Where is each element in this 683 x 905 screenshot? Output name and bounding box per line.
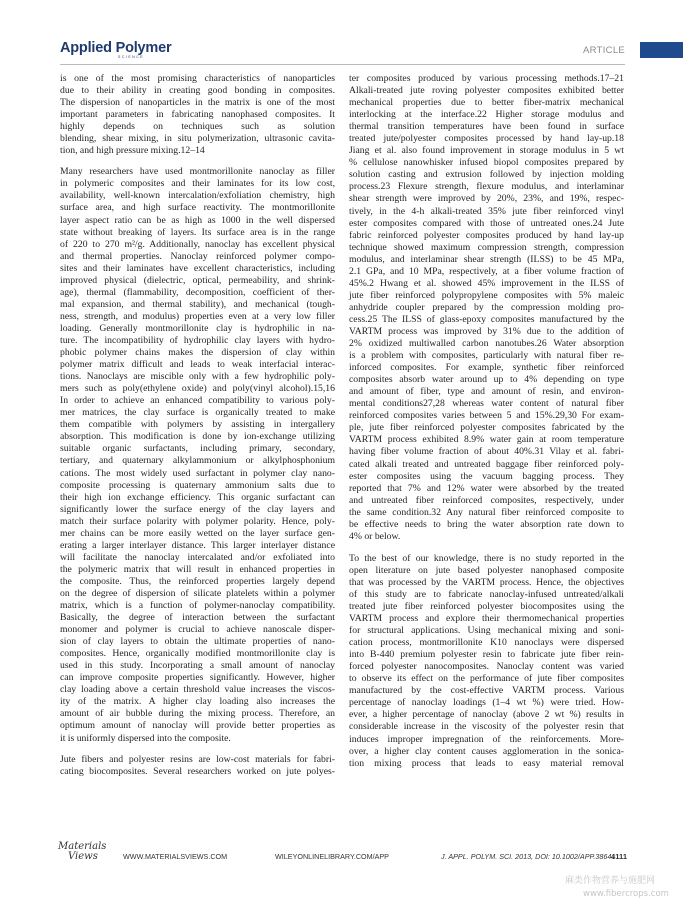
text-line: composites. Hence, organically modified montmorillonite clay is <box>60 648 335 660</box>
text-line: shear strength were improved by 20%, 23%, and 19%, respec- <box>349 193 624 205</box>
page-number: 4111 <box>611 852 628 861</box>
text-line: on the degree of dispersion of silicate platelets within a polymer <box>60 587 335 599</box>
text-line: suitable organic surfactants, including primary, secondary, <box>60 443 335 455</box>
right-column <box>349 73 624 770</box>
text-line: monomer and polymer is crucial to achieve nanoscale disper- <box>60 624 335 636</box>
left-column <box>60 73 335 778</box>
text-line: percentage of nanoclay loadings (1–4 wt %) were tried. How- <box>349 697 624 709</box>
text-line: is a problem with composites, particularly with natural fiber re- <box>349 350 624 362</box>
text-line: solution casting and extrusion followed by injection molding <box>349 169 624 181</box>
text-line: ter composites produced by various processing methods.17–21 <box>349 73 624 84</box>
text-line: match their surface polarity with polymer polarity. Hence, poly- <box>60 515 335 527</box>
text-line: and untreated fiber reinforced composites, respectively, under <box>349 494 624 506</box>
text-line: it is uniformly dispersed into the composite. <box>60 732 231 744</box>
footer-url-materialsviews[interactable]: WWW.MATERIALSVIEWS.COM <box>123 852 228 861</box>
text-line: process.23 Flexure strength, flexure modulus, and interlaminar <box>349 181 624 193</box>
text-line: of this study are to fabricate nanoclay-infused untreated/alkali <box>349 588 624 600</box>
text-line: sion of clay layers to obtain the ultimate properties of nano- <box>60 636 335 648</box>
text-line: ity of the matrix. A higher clay loading also increases the <box>60 696 335 708</box>
text-line: reinforced composites varies between 5 and 15%.29,30 For exam- <box>349 410 624 422</box>
text-line: Alkali-treated jute roving polyester composites exhibited better <box>349 85 624 97</box>
text-line: improved physical (dielectric, optical, permeability, and shrink- <box>60 274 335 286</box>
text-line: clay loading above a certain threshold value increases the viscos- <box>60 684 335 696</box>
text-line: fabric reinforced polyester composites produced by hand lay-up <box>349 229 624 241</box>
text-line: ester composites using the vacuum bagging process. They <box>349 470 624 482</box>
text-line: treated jute fiber reinforced polyester biocomposites using the <box>349 601 624 613</box>
text-line: used in this study. Incorporating a small amount of nanoclay <box>60 660 335 672</box>
text-line: interlocking at the interface.22 Higher storage modulus and <box>349 109 624 121</box>
text-line: VARTM process and explore their thermomechanical properties <box>349 613 624 625</box>
header-rule <box>60 64 625 65</box>
paragraph <box>349 553 624 770</box>
text-line: mental conditions27,28 whereas water content of natural fiber <box>349 398 624 410</box>
text-line: erating a larger interlayer distance. This larger interlayer distance <box>60 539 335 551</box>
journal-logo-subtitle: SCIENCE <box>118 55 145 59</box>
text-line: thermal transition temperatures have been found in surface <box>349 121 624 133</box>
text-line: 2% oxidized multiwalled carbon nanotubes.26 Water absorption <box>349 338 624 350</box>
text-line: highly depends on techniques such as solution <box>60 121 335 133</box>
text-line: mechanical properties due to better fiber-matrix mechanical <box>349 97 624 109</box>
text-line: into B-440 premium polyester resin to fabricate jute fiber rein- <box>349 649 624 661</box>
text-line: cating biocomposites. Several researchers worked on jute polyes- <box>60 765 335 777</box>
text-line: reported that 7% and 12% water were absorbed by the treated <box>349 482 624 494</box>
text-line: that was processed by the VARTM process. Hence, the objectives <box>349 576 624 588</box>
paragraph <box>60 166 335 744</box>
text-line: absorption. This modification is done by ion-exchange utilizing <box>60 431 335 443</box>
text-line: in polymeric composites and their laminates for its low cost, <box>60 178 335 190</box>
text-line: mer matrices, the clay surface is organically treated to make <box>60 407 335 419</box>
text-line: induces improper impregnation of the reinforcements. More- <box>349 733 624 745</box>
text-line: jute fiber reinforced polypropylene composites with 5% maleic <box>349 289 624 301</box>
text-line: can improve composite properties significantly. However, higher <box>60 672 335 684</box>
text-line: blending, shear mixing, in situ polymerization, ultrasonic cavita- <box>60 133 335 145</box>
text-line: ple, jute fiber reinforced polyester composites fabricated by the <box>349 422 624 434</box>
text-line: Jiang et al. also found improvement in storage modulus in 5 wt <box>349 145 624 157</box>
text-line: them compatible with polymers by assisting in intergallery <box>60 419 335 431</box>
text-line: mal expansion, and thermal stability), and mechanical (tough- <box>60 298 335 310</box>
text-line: to observe its effect on the performance of jute fiber composites <box>349 673 624 685</box>
text-line: cations. The most widely used surfactant in polymer clay nano- <box>60 467 335 479</box>
footer-citation: J. APPL. POLYM. SCI. 2013, DOI: 10.1002/APP.38641 <box>441 852 616 861</box>
text-line: the same condition.32 Any natural fiber reinforced composite to <box>349 506 624 518</box>
text-line: tion mixing process that leads to easy material removal <box>349 757 624 769</box>
text-line: polymer matrix difficult and leads to weak interfacial interac- <box>60 359 335 371</box>
text-line: 2.1 GPa, and 10 MPa, respectively, at a fiber volume fraction of <box>349 265 624 277</box>
section-color-bar <box>640 42 683 58</box>
text-line: technique showed maximum compression strength, compression <box>349 241 624 253</box>
text-line: significantly lower the surface energy of the clay layers and <box>60 503 335 515</box>
logo-line-2: Views <box>68 851 98 862</box>
journal-logo: Applied Polymer <box>60 40 172 56</box>
text-line: over, a higher clay content causes agglomeration in the sonica- <box>349 745 624 757</box>
text-line: considerable increase in the viscosity of the polyester resin that <box>349 721 624 733</box>
text-line: cated alkali treated and untreated baggage fiber reinforced poly- <box>349 458 624 470</box>
text-line: Basically, the degree of interaction between the surfactant <box>60 612 335 624</box>
section-label: ARTICLE <box>583 45 626 56</box>
text-line: ever, a higher percentage of nanoclay (above 2 wt %) results in <box>349 709 624 721</box>
text-line: optimum amount of nanoclay will provide better properties as <box>60 720 335 732</box>
text-line: 45%.2 Hwang et al. showed 45% improvement in the ILSS of <box>349 277 624 289</box>
text-line: availability, well-known intercalation/exfoliation chemistry, high <box>60 190 335 202</box>
text-line: tions. Nanoclays are miscible only with a few hydrophilic poly- <box>60 371 335 383</box>
text-line: ture. The incompatibility of hydrophilic clay layers with hydro- <box>60 334 335 346</box>
text-line: having fiber volume fraction of about 40%.31 Vilay et al. fabri- <box>349 446 624 458</box>
text-line: be effective needs to bring the water absorption rate down to <box>349 518 624 530</box>
text-line: % cellulose nanowhisker infused biopol composites prepared by <box>349 157 624 169</box>
text-line: the polymeric matrix that will result in enhanced properties in <box>60 563 335 575</box>
text-line: and thermal properties. Nanoclay reinforced polymer compo- <box>60 250 335 262</box>
text-line: Many researchers have used montmorillonite nanoclay as filler <box>60 166 335 178</box>
text-line: VARTM process exhibited 8.9% water gain at room temperature <box>349 434 624 446</box>
text-line: loading. Generally montmorillonite clay is hydrophilic in na- <box>60 322 335 334</box>
text-line: state without breaking of layers. Its surface area is in the range <box>60 226 335 238</box>
text-line: and amount of fiber, type and amount of resin, and environ- <box>349 386 624 398</box>
text-line: In order to achieve an enhanced compatibility to various poly- <box>60 395 335 407</box>
text-line: cation process, montmorillonite K10 nanoclays were dispersed <box>349 637 624 649</box>
text-line: will facilitate the nanoclay intercalated and/or exfoliated into <box>60 551 335 563</box>
text-line: Jute fibers and polyester resins are low-cost materials for fabri- <box>60 753 335 765</box>
text-line: forced polyester nanocomposites. Nanoclay content was varied <box>349 661 624 673</box>
watermark-url: www.fibercrops.com <box>583 889 669 899</box>
text-line: the composite. Thus, the reinforced properties largely depend <box>60 575 335 587</box>
text-line: inforced composites. For example, synthetic fiber reinforced <box>349 362 624 374</box>
text-line: tion, and high pressure mixing.12–14 <box>60 145 205 157</box>
text-line: amount of air bubble during the mixing process. Therefore, an <box>60 708 335 720</box>
text-line: tively, in the 4-h alkali-treated 35% jute fiber reinforced vinyl <box>349 205 624 217</box>
text-line: modulus, and interlaminar shear strength (ILSS) to be 45 MPa, <box>349 253 624 265</box>
text-line: their high ion exchange efficiency. This organic surfactant can <box>60 491 335 503</box>
text-line: The dispersion of nanoparticles in the matrix is one of the most <box>60 97 335 109</box>
text-line: cess.25 The ILSS of glass-epoxy composites manufactured by the <box>349 313 624 325</box>
logo-line-1: Materials <box>58 841 107 852</box>
materials-views-logo <box>58 842 106 862</box>
text-line: 4% or below. <box>349 530 401 542</box>
text-line: tertiary, and quaternary alkylammonium or alkylphosphonium <box>60 455 335 467</box>
paragraph <box>349 73 624 543</box>
text-line: treated jute/polyester composites processed by hand lay-up.18 <box>349 133 624 145</box>
text-line: ness, strength, and modulus) properties even at a very low filler <box>60 310 335 322</box>
text-line: anhydride coupler prepared by the compression molding pro- <box>349 301 624 313</box>
text-line: matrix, which is a function of polymer-nanoclay compatibility. <box>60 600 335 612</box>
footer-url-wiley[interactable]: WILEYONLINELIBRARY.COM/APP <box>275 852 389 861</box>
text-line: surface area, and high surface reactivity. The montmorillonite <box>60 202 335 214</box>
paragraph <box>60 754 335 778</box>
text-line: To the best of our knowledge, there is no study reported in the <box>349 552 624 564</box>
text-line: ester composites compared with those of untreated ones.24 Jute <box>349 217 624 229</box>
text-line: composite processing is quaternary ammonium salts due to <box>60 479 335 491</box>
text-line: for structural applications. Using mechanical mixing and soni- <box>349 625 624 637</box>
text-line: due to their ability in creating good bonding in composites. <box>60 85 335 97</box>
text-line: mer chains can be more easily wetted on the layer surface gen- <box>60 527 335 539</box>
paragraph <box>60 73 335 157</box>
text-line: sites and their laminates have excellent characteristics, including <box>60 262 335 274</box>
text-line: open literature on jute based polyester nanophased composite <box>349 564 624 576</box>
text-line: VARTM process was improved by 31% due to the addition of <box>349 325 624 337</box>
text-line: composites absorb water around up to 4% depending on type <box>349 374 624 386</box>
text-line: phobic polymer chains makes the dispersion of clay within <box>60 347 335 359</box>
text-line: is one of the most promising characteristics of nanoparticles <box>60 73 335 84</box>
watermark-chinese: 麻类作物营养与施肥网 <box>565 876 656 886</box>
text-line: manufactured by the cost-effective VARTM process. Various <box>349 685 624 697</box>
text-line: age), thermal (flammability, decomposition, coefficient of ther- <box>60 286 335 298</box>
text-line: layer aspect ratio can be as high as 1000 in the well dispersed <box>60 214 335 226</box>
text-line: of 220 to 270 m²/g. Additionally, nanoclay has excellent physical <box>60 238 335 250</box>
text-line: mers such as poly(ethylene oxide) and poly(vinyl alcohol).15,16 <box>60 383 335 395</box>
text-line: important parameters in fabricating nanophased composites. It <box>60 109 335 121</box>
